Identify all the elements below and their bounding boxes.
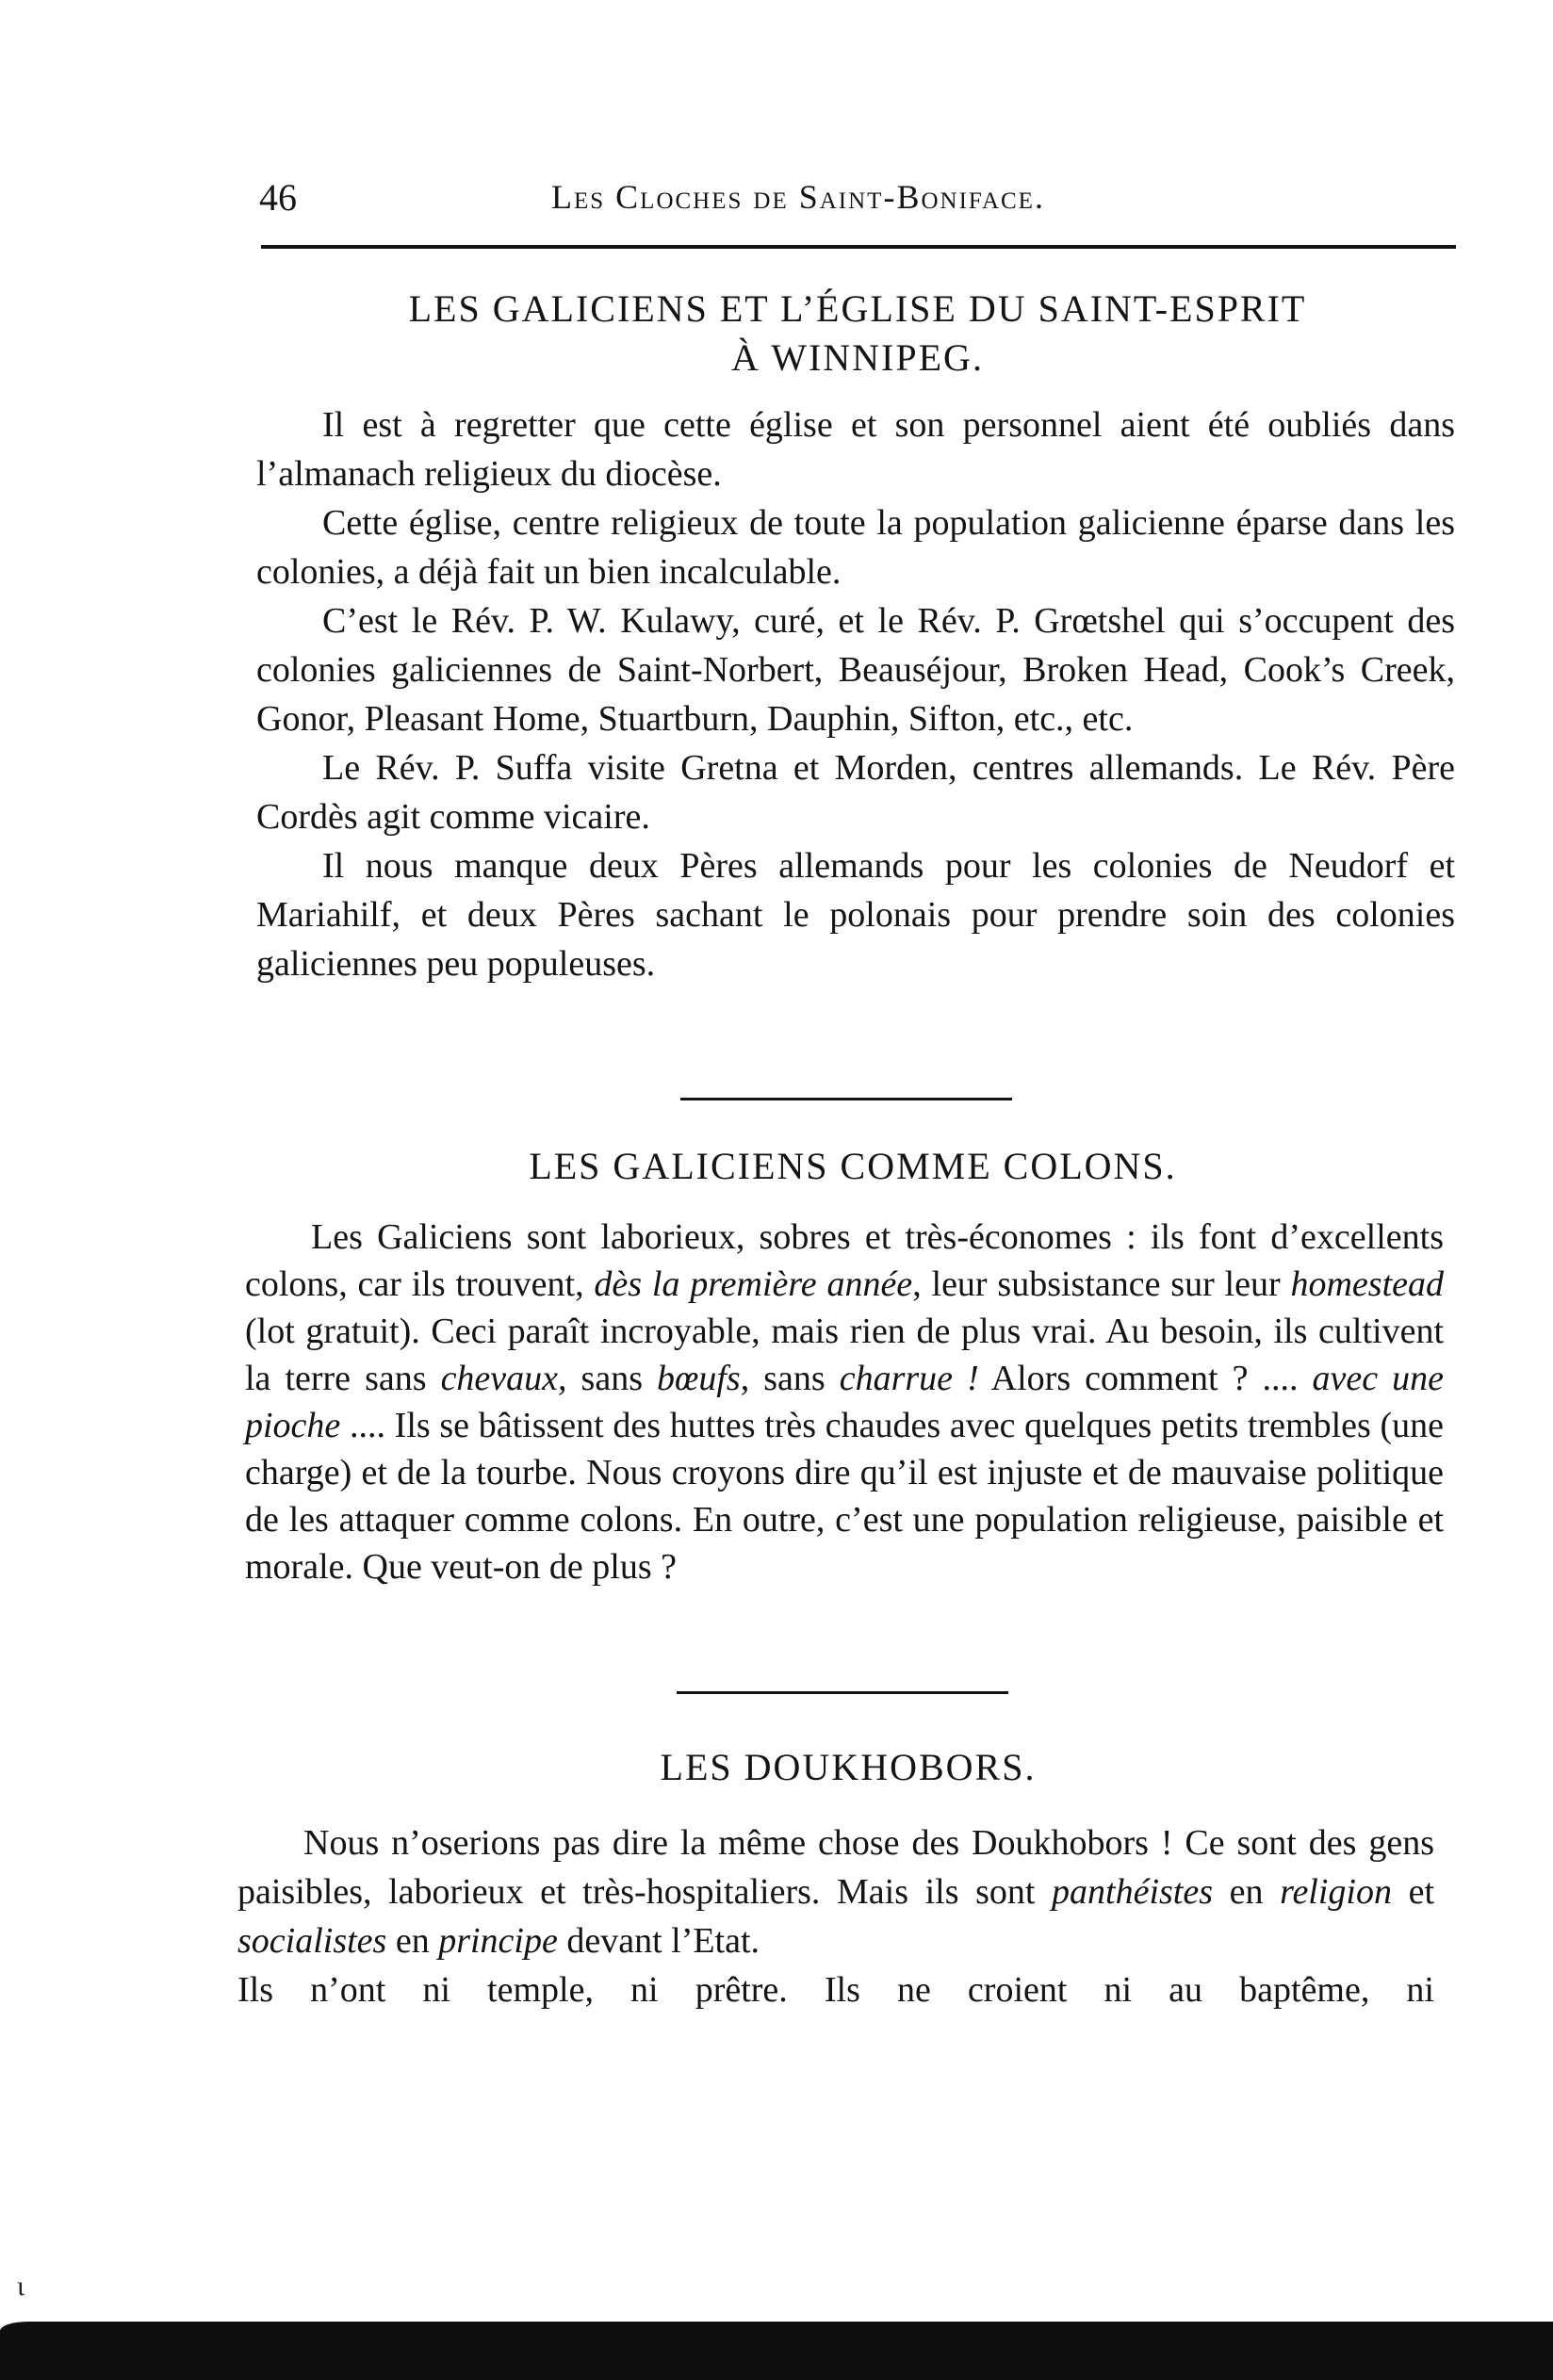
text-run: et (1391, 1872, 1434, 1912)
text-run: en (1213, 1872, 1281, 1912)
text-run: Alors comment ? .... (978, 1359, 1313, 1398)
section-separator (677, 1691, 1008, 1694)
text-run: sans (566, 1359, 658, 1398)
text-run: devant l’Etat. (557, 1921, 760, 1961)
text-run: Les Galiciens sont laborieux, sobres et très-économes : ils font d’excellents colons, car ils trouvent, (245, 1217, 1444, 1304)
paragraph: Il nous manque deux Pères allemands pour les colonies de Neudorf et Mariahilf, et deux Pères sachant le polonais pour prendre soin des colonies galiciennes peu populeuses. (256, 846, 1455, 984)
section1-body (256, 400, 1455, 988)
paragraph: Il est à regretter que cette église et son personnel aient été oubliés dans l’almanach religieux du diocèse. (256, 405, 1455, 494)
page-number: 46 (259, 176, 297, 219)
italic-run: dès la première année (594, 1264, 913, 1304)
paragraph: Ils n’ont ni temple, ni prêtre. Ils ne croient ni au baptême, ni (237, 1970, 1434, 2010)
section-title-doukhobors: LES DOUKHOBORS. (660, 1746, 1037, 1788)
text-run: , leur subsistance sur leur (912, 1264, 1291, 1304)
italic-run: principe (438, 1921, 558, 1961)
section2-body (245, 1214, 1444, 1590)
section-title-line-2: À WINNIPEG. (731, 336, 984, 379)
section-title-galiciens-eglise (264, 285, 1451, 383)
italic-run: homestead (1290, 1264, 1444, 1304)
text-run: , sans (740, 1359, 840, 1398)
italic-run: charrue ! (839, 1359, 979, 1398)
section-separator (680, 1098, 1012, 1100)
header-rule (261, 245, 1456, 249)
text-run: .... Ils se bâtissent des huttes très chaudes avec quelques petits trembles (une charge) et de la tourbe. Nous croyons dire qu’il est injuste et de mauvaise politique de les attaquer comme colons. En outre, c’est une population religieuse, paisible et morale. Que veut-on de plus ? (245, 1406, 1444, 1587)
text-run: Nous n’oserions pas dire la même chose des Doukhobors ! Ce sont des gens paisibles, laborieux et très-hospitaliers. Mais ils sont (237, 1823, 1434, 1912)
paragraph (245, 1214, 1444, 1590)
section-title-line-1: LES GALICIENS ET L’ÉGLISE DU SAINT-ESPRIT (408, 287, 1307, 330)
section3-body (237, 1818, 1434, 2014)
italic-run: bœufs (657, 1359, 741, 1398)
paragraph: Cette église, centre religieux de toute la population galicienne éparse dans les colonies, a déjà fait un bien incalculable. (256, 503, 1455, 592)
italic-run: avec une pioche (245, 1359, 1444, 1445)
paragraph: C’est le Rév. P. W. Kulawy, curé, et le Rév. P. Grœtshel qui s’occupent des colonies galiciennes de Saint-Norbert, Beauséjour, Broken Head, Cook’s Creek, Gonor, Pleasant Home, Stuartburn, Dauphin, Sifton, etc., etc. (256, 601, 1455, 739)
italic-run: chevaux, (440, 1359, 567, 1398)
scan-bottom-edge (0, 2322, 1553, 2380)
paragraph: Le Rév. P. Suffa visite Gretna et Morden, centres allemands. Le Rév. Père Cordès agit comme vicaire. (256, 748, 1455, 837)
text-run: en (386, 1921, 439, 1961)
scan-artifact-mark: ɩ (17, 2271, 25, 2302)
italic-run: panthéistes (1052, 1872, 1213, 1912)
section-title-galiciens-colons: LES GALICIENS COMME COLONS. (529, 1145, 1177, 1187)
italic-run: socialistes (237, 1921, 387, 1961)
text-run: (lot gratuit). Ceci paraît incroyable, mais rien de plus vrai. Au besoin, ils cultivent la terre sans (245, 1312, 1444, 1398)
running-title: Les Cloches de Saint-Boniface. (551, 178, 1045, 216)
running-head (259, 170, 1456, 226)
paragraph (237, 1818, 1434, 1965)
italic-run: religion (1280, 1872, 1392, 1912)
